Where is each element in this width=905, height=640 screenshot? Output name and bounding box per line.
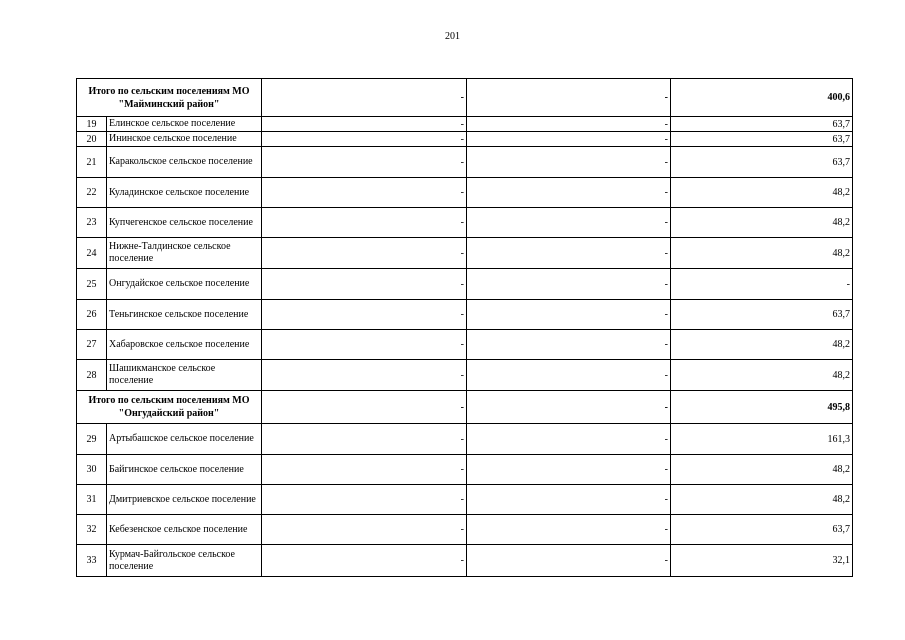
value-cell-2: - xyxy=(467,132,671,147)
value-cell-1: - xyxy=(262,269,467,300)
settlement-name-cell: Теньгинское сельское поселение xyxy=(107,300,262,330)
value-cell-3: 48,2 xyxy=(671,238,853,269)
value-cell-3: 161,3 xyxy=(671,424,853,455)
value-cell-3: 48,2 xyxy=(671,208,853,238)
value-cell-1: - xyxy=(262,147,467,178)
value-cell-2: - xyxy=(467,238,671,269)
table-row xyxy=(77,360,853,391)
budget-table xyxy=(76,78,853,577)
value-cell-1: - xyxy=(262,424,467,455)
value-cell-2: - xyxy=(467,424,671,455)
table-row xyxy=(77,178,853,208)
settlement-name-cell: Онгудайское сельское поселение xyxy=(107,269,262,300)
value-cell-1: - xyxy=(262,132,467,147)
value-cell-3: 63,7 xyxy=(671,117,853,132)
settlement-name-cell: Каракольское сельское поселение xyxy=(107,147,262,178)
value-cell-2: - xyxy=(467,300,671,330)
row-number-cell: 26 xyxy=(77,300,107,330)
total-label-cell: Итого по сельским поселениям МО "Онгудайский район" xyxy=(77,391,262,424)
settlement-name-cell: Артыбашское сельское поселение xyxy=(107,424,262,455)
row-number-cell: 30 xyxy=(77,455,107,485)
table-row xyxy=(77,515,853,545)
row-number-cell: 31 xyxy=(77,485,107,515)
value-cell-1: - xyxy=(262,391,467,424)
value-cell-3: 495,8 xyxy=(671,391,853,424)
value-cell-1: - xyxy=(262,330,467,360)
settlement-name-cell: Кебезенское сельское поселение xyxy=(107,515,262,545)
value-cell-2: - xyxy=(467,545,671,577)
row-number-cell: 25 xyxy=(77,269,107,300)
settlement-name-cell: Куладинское сельское поселение xyxy=(107,178,262,208)
value-cell-2: - xyxy=(467,269,671,300)
value-cell-2: - xyxy=(467,330,671,360)
table-row xyxy=(77,330,853,360)
value-cell-3: 63,7 xyxy=(671,300,853,330)
table-row xyxy=(77,455,853,485)
value-cell-1: - xyxy=(262,515,467,545)
row-number-cell: 19 xyxy=(77,117,107,132)
row-number-cell: 29 xyxy=(77,424,107,455)
table-row xyxy=(77,269,853,300)
total-row xyxy=(77,391,853,424)
row-number-cell: 27 xyxy=(77,330,107,360)
row-number-cell: 21 xyxy=(77,147,107,178)
value-cell-1: - xyxy=(262,545,467,577)
settlement-name-cell: Купчегенское сельское поселение xyxy=(107,208,262,238)
value-cell-3: - xyxy=(671,269,853,300)
row-number-cell: 24 xyxy=(77,238,107,269)
settlement-name-cell: Дмитриевское сельское поселение xyxy=(107,485,262,515)
value-cell-2: - xyxy=(467,455,671,485)
value-cell-1: - xyxy=(262,178,467,208)
table-row xyxy=(77,545,853,577)
value-cell-2: - xyxy=(467,515,671,545)
row-number-cell: 22 xyxy=(77,178,107,208)
table-row xyxy=(77,208,853,238)
value-cell-2: - xyxy=(467,117,671,132)
value-cell-1: - xyxy=(262,117,467,132)
settlement-name-cell: Елинское сельское поселение xyxy=(107,117,262,132)
settlement-name-cell: Байгинское сельское поселение xyxy=(107,455,262,485)
value-cell-1: - xyxy=(262,79,467,117)
value-cell-3: 400,6 xyxy=(671,79,853,117)
value-cell-1: - xyxy=(262,208,467,238)
table-row xyxy=(77,485,853,515)
value-cell-2: - xyxy=(467,485,671,515)
page-number: 201 xyxy=(445,31,460,42)
value-cell-2: - xyxy=(467,178,671,208)
row-number-cell: 32 xyxy=(77,515,107,545)
value-cell-1: - xyxy=(262,485,467,515)
settlement-name-cell: Шашикманское сельское поселение xyxy=(107,360,262,391)
value-cell-2: - xyxy=(467,79,671,117)
table-body xyxy=(77,79,853,577)
value-cell-3: 32,1 xyxy=(671,545,853,577)
settlement-name-cell: Хабаровское сельское поселение xyxy=(107,330,262,360)
table-row xyxy=(77,117,853,132)
row-number-cell: 23 xyxy=(77,208,107,238)
table-row xyxy=(77,132,853,147)
value-cell-3: 48,2 xyxy=(671,485,853,515)
value-cell-3: 48,2 xyxy=(671,360,853,391)
total-label-cell: Итого по сельским поселениям МО "Майминский район" xyxy=(77,79,262,117)
value-cell-3: 48,2 xyxy=(671,330,853,360)
value-cell-1: - xyxy=(262,238,467,269)
value-cell-3: 63,7 xyxy=(671,147,853,178)
row-number-cell: 28 xyxy=(77,360,107,391)
value-cell-2: - xyxy=(467,208,671,238)
table-row xyxy=(77,238,853,269)
value-cell-2: - xyxy=(467,360,671,391)
table-row xyxy=(77,300,853,330)
table-row xyxy=(77,424,853,455)
table-row xyxy=(77,147,853,178)
value-cell-2: - xyxy=(467,147,671,178)
value-cell-2: - xyxy=(467,391,671,424)
value-cell-1: - xyxy=(262,360,467,391)
row-number-cell: 33 xyxy=(77,545,107,577)
total-row xyxy=(77,79,853,117)
settlement-name-cell: Курмач-Байгольское сельское поселение xyxy=(107,545,262,577)
value-cell-3: 63,7 xyxy=(671,515,853,545)
row-number-cell: 20 xyxy=(77,132,107,147)
value-cell-3: 63,7 xyxy=(671,132,853,147)
settlement-name-cell: Нижне-Талдинское сельское поселение xyxy=(107,238,262,269)
value-cell-1: - xyxy=(262,455,467,485)
settlement-name-cell: Ининское сельское поселение xyxy=(107,132,262,147)
value-cell-3: 48,2 xyxy=(671,178,853,208)
value-cell-1: - xyxy=(262,300,467,330)
value-cell-3: 48,2 xyxy=(671,455,853,485)
